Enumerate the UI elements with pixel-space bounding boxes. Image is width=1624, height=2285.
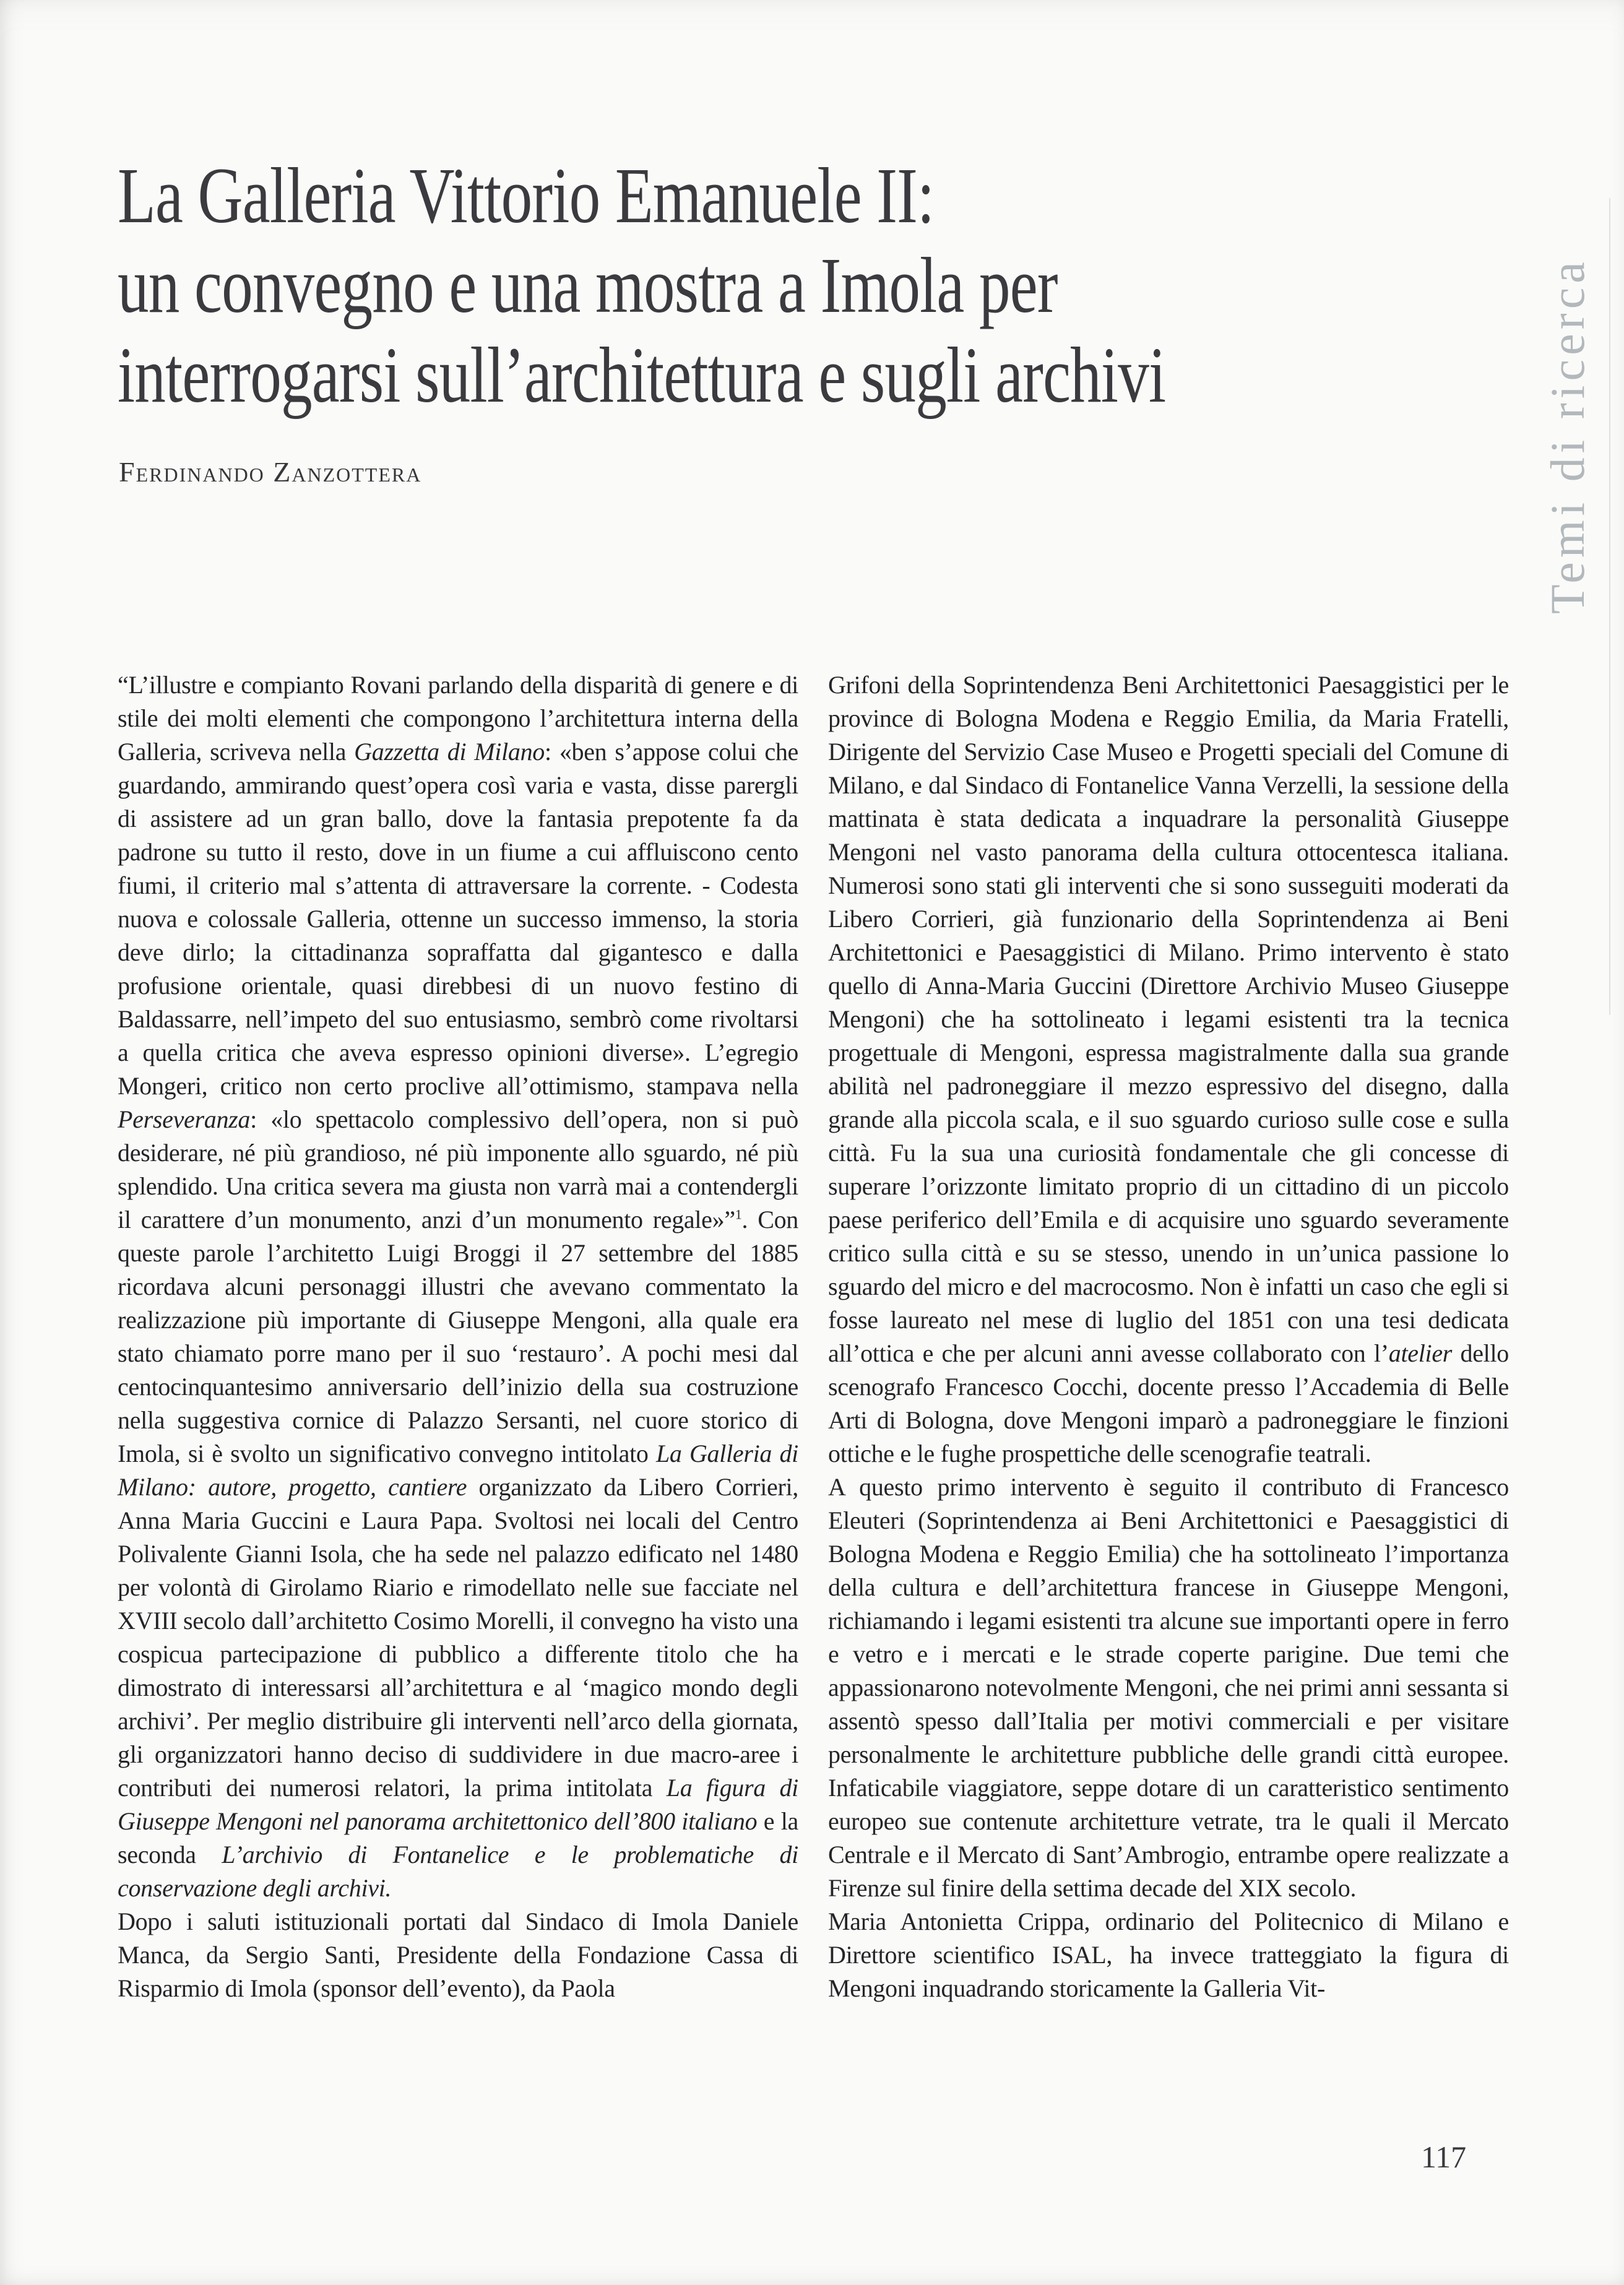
section-side-label: Temi di ricerca	[1540, 257, 1594, 614]
text-segment: La Galleria di Milano: autore, progetto, cantiere	[118, 1440, 798, 1501]
paragraph	[118, 668, 798, 1905]
paragraph	[118, 1905, 798, 2005]
text-segment: : «lo spettacolo complessivo dell’opera, non si può desiderare, né più grandioso, né più imponente allo sguardo, né più splendido. Una critica severa ma giusta non varrà mai a contendergli il carattere d’un monumento, anzi d’un monumento regale»”	[118, 1105, 798, 1233]
text-segment: Maria Antonietta Crippa, ordinario del Politecnico di Milano e Direttore scientifico ISAL, ha invece tratteggiato la figura di Mengoni inquadrando storicamente la Galleria Vit-	[828, 1907, 1509, 2002]
paragraph	[828, 668, 1509, 1471]
footnote-marker: 1	[735, 1206, 742, 1222]
text-segment: e la seconda	[118, 1807, 798, 1868]
article-title	[118, 151, 1541, 420]
body-column-left	[118, 668, 798, 2005]
scan-edge-line	[1609, 198, 1610, 1015]
text-segment: Grifoni della Soprintendenza Beni Architettonici Paesaggistici per le province di Bologna Modena e Reggio Emilia, da Maria Fratelli, Dirigente del Servizio Case Museo e Progetti speciali del Comune di Milano, e dal Sindaco di Fontanelice Vanna Verzelli, la sessione della mattinata è stata dedicata a inquadrare la personalità Giuseppe Mengoni nel vasto panorama della cultura ottocentesca italiana. Numerosi sono stati gli interventi che si sono susseguiti moderati da Libero Corrieri, già funzionario della Soprintendenza ai Beni Architettonici e Paesaggistici di Milano. Primo intervento è stato quello di Anna-Maria Guccini (Direttore Archivio Museo Giuseppe Mengoni) che ha sottolineato i legami esistenti tra la tecnica progettuale di Mengoni, espressa magistralmente dalla sua grande abilità nel padroneggiare il mezzo espressivo del disegno, dalla grande alla piccola scala, e il suo sguardo curioso sulle cose e sulla città. Fu la sua una curiosità fondamentale che gli concesse di superare l’orizzonte limitato proprio di un cittadino di un piccolo paese periferico dell’Emila e di acquisire uno sguardo severamente critico sulla città e su se stesso, unendo in un’unica passione lo sguardo del micro e del macrocosmo. Non è infatti un caso che egli si fosse laureato nel mese di luglio del 1851 con una tesi dedicata all’ottica e che per alcuni anni avesse collaborato con l’	[828, 671, 1509, 1367]
text-segment: A questo primo intervento è seguito il contributo di Francesco Eleuteri (Soprintendenza ai Beni Architettonici e Paesaggistici di Bologna Modena e Reggio Emilia) che ha sottolineato l’importanza della cultura e dell’architettura francese in Giuseppe Mengoni, richiamando i legami esistenti tra alcune sue importanti opere in ferro e vetro e i mercati e le strade coperte parigine. Due temi che appassionarono notevolmente Mengoni, che nei primi anni sessanta si assentò spesso dall’Italia per motivi commerciali e per visitare personalmente le architetture pubbliche delle grandi città europee. Infaticabile viaggiatore, seppe dotare di un caratteristico sentimento europeo sue contenute architetture vetrate, tra le quali il Mercato Centrale e il Mercato di Sant’Ambrogio, entrambe opere realizzate a Firenze sul finire della settima decade del XIX secolo.	[828, 1473, 1509, 1902]
article-title-line-1: La Galleria Vittorio Emanuele II:	[118, 152, 935, 240]
body-column-right	[828, 668, 1509, 2005]
text-segment: Dopo i saluti istituzionali portati dal Sindaco di Imola Daniele Manca, da Sergio Santi, Presidente della Fondazione Cassa di Risparmio di Imola (sponsor dell’evento), da Paola	[118, 1907, 798, 2002]
author-name: Ferdinando Zanzottera	[119, 456, 422, 488]
article-title-line-3: interrogarsi sull’architettura e sugli archivi	[118, 331, 1166, 419]
paragraph	[828, 1905, 1509, 2005]
paragraph	[828, 1471, 1509, 1905]
text-segment: . Con queste parole l’architetto Luigi Broggi il 27 settembre del 1885 ricordava alcuni personaggi illustri che avevano commentato la realizzazione più importante di Giuseppe Mengoni, alla quale era stato chiamato porre mano per il suo ‘restauro’. A pochi mesi dal centocinquantesimo anniversario dell’inizio della sua costruzione nella suggestiva cornice di Palazzo Sersanti, nel cuore storico di Imola, si è svolto un significativo convegno intitolato	[118, 1206, 798, 1467]
text-segment: La figura di Giuseppe Mengoni nel panorama architettonico dell’800 italiano	[118, 1774, 798, 1835]
text-segment: Perseveranza	[118, 1105, 251, 1133]
text-segment: dello scenografo Francesco Cocchi, docente presso l’Accademia di Belle Arti di Bologna, dove Mengoni imparò a padroneggiare le finzioni ottiche e le fughe prospettiche delle scenografie teatrali.	[828, 1339, 1509, 1467]
text-segment: : «ben s’appose colui che guardando, ammirando quest’opera così varia e vasta, disse parergli di assistere ad un gran ballo, dove la fantasia prepotente fa da padrone su tutto il resto, dove in un fiume a cui affluiscono cento fiumi, il criterio mal s’attenta di attraversare la corrente. - Codesta nuova e colossale Galleria, ottenne un successo immenso, la storia deve dirlo; la cittadinanza sopraffatta dal gigantesco e dalla profusione orientale, quasi direbbesi di un nuovo festino di Baldassarre, nell’impeto del suo entusiasmo, sembrò come rivoltarsi a quella critica che aveva espresso opinioni diverse». L’egregio Mongeri, critico non certo proclive all’ottimismo, stampava nella	[118, 738, 798, 1100]
text-segment: “L’illustre e compianto Rovani parlando della disparità di genere e di stile dei molti elementi che compongono l’architettura interna della Galleria, scriveva nella	[118, 671, 798, 766]
text-segment: atelier	[1388, 1339, 1453, 1367]
text-segment: organizzato da Libero Corrieri, Anna Maria Guccini e Laura Papa. Svoltosi nei locali del Centro Polivalente Gianni Isola, che ha sede nel palazzo edificato nel 1480 per volontà di Girolamo Riario e rimodellato nelle sue facciate nel XVIII secolo dall’architetto Cosimo Morelli, il convegno ha visto una cospicua partecipazione di pubblico a differente titolo che ha dimostrato di interessarsi all’architettura e al ‘magico mondo degli archivi’. Per meglio distribuire gli interventi nell’arco della giornata, gli organizzatori hanno deciso di suddividere in due macro-aree i contributi dei numerosi relatori, la prima intitolata	[118, 1473, 798, 1802]
article-body	[118, 668, 1509, 2005]
text-segment: Gazzetta di Milano	[354, 738, 545, 766]
article-title-line-2: un convegno e una mostra a Imola per	[118, 241, 1058, 329]
text-segment: L’archivio di Fontanelice e le problematiche di conservazione degli archivi.	[118, 1841, 798, 1902]
page-number: 117	[1421, 2140, 1467, 2174]
